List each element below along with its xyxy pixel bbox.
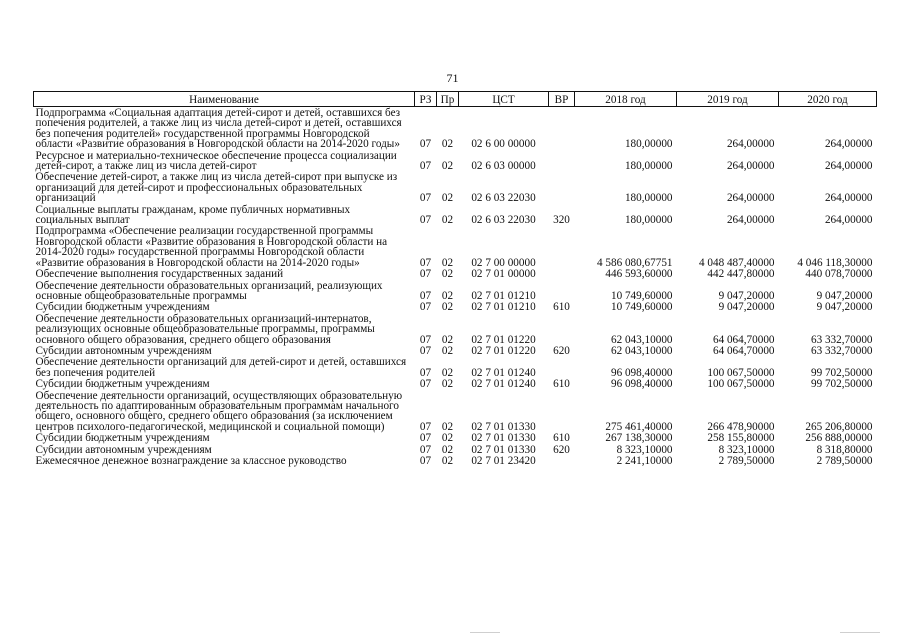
row-cst: 02 7 01 01240 — [471, 378, 536, 391]
row-2019: 264,00000 — [726, 192, 775, 205]
page-number: 71 — [446, 71, 459, 85]
row-2019: 9 047,20000 — [718, 301, 775, 314]
row-pr: 02 — [441, 443, 454, 456]
row-name: Ежемесячное денежное вознаграждение за классное руководство — [35, 455, 347, 467]
table-row — [34, 455, 877, 466]
row-pr: 02 — [441, 432, 454, 445]
row-vr: 610 — [553, 301, 570, 314]
row-cst: 02 6 03 22030 — [471, 214, 536, 227]
row-vr: 610 — [553, 432, 570, 445]
row-name: Субсидии бюджетным учреждениям — [35, 432, 210, 445]
header-vr: ВР — [549, 92, 575, 107]
row-rz: 07 — [419, 455, 432, 467]
row-pr: 02 — [441, 378, 454, 391]
row-2018: 96 098,40000 — [610, 378, 673, 391]
table-body — [34, 107, 877, 467]
scan-artifact — [470, 632, 500, 633]
scan-artifact — [840, 632, 880, 633]
row-cst: 02 7 00 00000 — [471, 256, 536, 269]
row-vr — [549, 225, 575, 268]
row-rz: 07 — [419, 268, 432, 281]
row-cst: 02 7 01 00000 — [471, 268, 536, 281]
row-cst: 02 7 01 01330 — [471, 420, 536, 433]
row-cst: 02 7 01 01240 — [471, 366, 536, 379]
row-cst: 02 7 01 23420 — [471, 455, 536, 467]
row-pr: 02 — [441, 366, 454, 379]
table-row — [34, 301, 877, 312]
row-2020: 264,00000 — [824, 214, 873, 227]
row-name: Подпрограмма «Социальная адаптация детей-сирот и детей, оставшихся без попечения родителей, а также лиц из числа детей-сирот и детей, оставшихся без попечения родителей» государственной программы Новгородской области «Развитие образования в Новгородской области на 2014-2020 годы» — [35, 107, 402, 151]
row-2020: 440 078,70000 — [805, 268, 873, 281]
table-row — [34, 345, 877, 356]
table-row — [34, 390, 877, 433]
row-2020: 264,00000 — [824, 192, 873, 205]
row-vr — [549, 455, 575, 466]
row-pr: 02 — [441, 455, 454, 467]
row-vr: 620 — [553, 443, 570, 456]
row-2019: 264,00000 — [726, 160, 775, 173]
row-rz: 07 — [419, 214, 432, 227]
row-rz: 07 — [419, 333, 432, 346]
row-rz: 07 — [419, 301, 432, 314]
row-2018: 446 593,60000 — [605, 268, 673, 281]
row-rz: 07 — [419, 420, 432, 433]
row-vr — [549, 280, 575, 302]
row-pr: 02 — [441, 344, 454, 357]
row-name: Обеспечение деятельности организаций, осуществляющих образовательную деятельность по адаптированным образовательным программам начального общего, основного общего, среднего общего образования (за исключением центров психолого-педагогической, медицинской и социальной помощи) — [35, 389, 403, 433]
header-2020: 2020 год — [779, 92, 877, 107]
row-rz: 07 — [419, 256, 432, 269]
row-name: Обеспечение деятельности образовательных организаций-интернатов, реализующих основные общеобразовательные программы, программы основного общего образования, среднего общего образования — [35, 312, 375, 346]
row-2020: 8 318,80000 — [816, 443, 873, 456]
row-cst: 02 7 01 01220 — [471, 344, 536, 357]
row-vr — [549, 150, 575, 172]
row-pr: 02 — [441, 256, 454, 269]
row-2018: 8 323,10000 — [616, 443, 673, 456]
row-name: Субсидии автономным учреждениям — [35, 443, 212, 456]
row-2018: 10 749,60000 — [610, 301, 673, 314]
row-cst: 02 7 01 01330 — [471, 432, 536, 445]
row-name: Обеспечение детей-сирот, а также лиц из числа детей-сирот при выпуске из организаций для детей-сирот и профессиональных образовательных организаций — [35, 171, 398, 205]
row-2019: 8 323,10000 — [718, 443, 775, 456]
row-cst: 02 7 01 01210 — [471, 301, 536, 314]
row-2020: 63 332,70000 — [810, 344, 873, 357]
row-name: Социальные выплаты гражданам, кроме публичных нормативных социальных выплат — [35, 203, 351, 227]
row-vr — [549, 390, 575, 433]
row-name: Субсидии бюджетным учреждениям — [35, 378, 210, 391]
row-cst: 02 6 00 00000 — [471, 138, 536, 151]
header-name: Наименование — [34, 92, 415, 107]
row-2018: 62 043,10000 — [610, 344, 673, 357]
row-rz: 07 — [419, 378, 432, 391]
row-pr: 02 — [441, 289, 454, 302]
row-rz: 07 — [419, 443, 432, 456]
row-2018: 267 138,30000 — [605, 432, 673, 445]
row-2019: 4 048 487,40000 — [698, 256, 775, 269]
header-pr: Пр — [437, 92, 459, 107]
row-cst: 02 7 01 01330 — [471, 443, 536, 456]
row-2018: 4 586 080,67751 — [596, 256, 673, 269]
row-2020: 264,00000 — [824, 160, 873, 173]
row-2019: 442 447,80000 — [707, 268, 775, 281]
budget-table — [33, 91, 877, 466]
header-rz: РЗ — [415, 92, 437, 107]
header-2019: 2019 год — [677, 92, 779, 107]
header-cst: ЦСТ — [459, 92, 549, 107]
row-vr — [549, 107, 575, 150]
row-cst: 02 6 03 22030 — [471, 192, 536, 205]
row-pr: 02 — [441, 160, 454, 173]
row-2020: 4 046 118,30000 — [797, 256, 873, 269]
row-name: Субсидии бюджетным учреждениям — [35, 301, 210, 314]
row-2019: 100 067,50000 — [707, 366, 775, 379]
row-2020: 264,00000 — [824, 138, 873, 151]
row-pr: 02 — [441, 301, 454, 314]
row-rz: 07 — [419, 289, 432, 302]
row-rz: 07 — [419, 344, 432, 357]
table-row — [34, 268, 877, 279]
row-2020: 2 789,50000 — [816, 455, 873, 467]
table-row — [34, 171, 877, 203]
row-vr — [549, 268, 575, 279]
row-2019: 264,00000 — [726, 138, 775, 151]
row-2018: 275 461,40000 — [605, 420, 673, 433]
row-name: Субсидии автономным учреждениям — [35, 344, 212, 357]
row-2020: 99 702,50000 — [810, 366, 873, 379]
table-row — [34, 280, 877, 302]
row-vr — [549, 356, 575, 378]
row-2019: 264,00000 — [726, 214, 775, 227]
row-rz: 07 — [419, 432, 432, 445]
row-cst: 02 6 03 00000 — [471, 160, 536, 173]
row-2020: 63 332,70000 — [810, 333, 873, 346]
row-vr: 620 — [553, 344, 570, 357]
row-2019: 100 067,50000 — [707, 378, 775, 391]
row-name: Обеспечение деятельности образовательных организаций, реализующих основные общеобразовательные программы — [35, 279, 383, 302]
row-2020: 9 047,20000 — [816, 301, 873, 314]
header-2018: 2018 год — [575, 92, 677, 107]
row-2018: 180,00000 — [624, 138, 673, 151]
row-2020: 99 702,50000 — [810, 378, 873, 391]
row-rz: 07 — [419, 366, 432, 379]
row-2018: 10 749,60000 — [610, 289, 673, 302]
table-row — [34, 204, 877, 226]
row-pr: 02 — [441, 138, 454, 151]
row-2020: 256 888,00000 — [805, 432, 873, 445]
row-pr: 02 — [441, 420, 454, 433]
row-name: Ресурсное и материально-техническое обеспечение процесса социализации детей-сирот, а также лиц из числа детей-сирот — [35, 149, 397, 173]
row-2019: 266 478,90000 — [707, 420, 775, 433]
table-row — [34, 432, 877, 443]
table-row — [34, 378, 877, 389]
row-2020: 265 206,80000 — [805, 420, 873, 433]
row-vr — [549, 171, 575, 203]
row-vr: 320 — [553, 214, 570, 227]
row-2019: 258 155,80000 — [707, 432, 775, 445]
row-2019: 64 064,70000 — [712, 344, 775, 357]
row-vr — [549, 313, 575, 345]
row-name: Обеспечение деятельности организаций для детей-сирот и детей, оставшихся без попечения родителей — [35, 356, 407, 379]
row-2018: 180,00000 — [624, 214, 673, 227]
table-header-row — [34, 92, 877, 107]
table-row — [34, 107, 877, 150]
row-name: Подпрограмма «Обеспечение реализации государственной программы Новгородской области «Развитие образования в Новгородской области на 2014-2020 годы» государственной программы Новгородской области «Развитие образования в Новгородской области на 2014-2020 годы» — [35, 225, 388, 269]
row-rz: 07 — [419, 192, 432, 205]
row-pr: 02 — [441, 268, 454, 281]
row-2019: 9 047,20000 — [718, 289, 775, 302]
row-cst: 02 7 01 01220 — [471, 333, 536, 346]
row-2018: 180,00000 — [624, 192, 673, 205]
row-pr: 02 — [441, 333, 454, 346]
row-2018: 62 043,10000 — [610, 333, 673, 346]
table-row — [34, 225, 877, 268]
row-2019: 2 789,50000 — [718, 455, 775, 467]
row-2018: 96 098,40000 — [610, 366, 673, 379]
row-2018: 180,00000 — [624, 160, 673, 173]
row-2018: 2 241,10000 — [616, 455, 673, 467]
row-pr: 02 — [441, 192, 454, 205]
row-name: Обеспечение выполнения государственных заданий — [35, 268, 284, 281]
row-rz: 07 — [419, 138, 432, 151]
table-row — [34, 356, 877, 378]
row-rz: 07 — [419, 160, 432, 173]
row-cst: 02 7 01 01210 — [471, 289, 536, 302]
row-2020: 9 047,20000 — [816, 289, 873, 302]
row-2019: 64 064,70000 — [712, 333, 775, 346]
row-vr: 610 — [553, 378, 570, 391]
table-row — [34, 313, 877, 345]
row-pr: 02 — [441, 214, 454, 227]
table-row — [34, 150, 877, 172]
table-row — [34, 444, 877, 455]
